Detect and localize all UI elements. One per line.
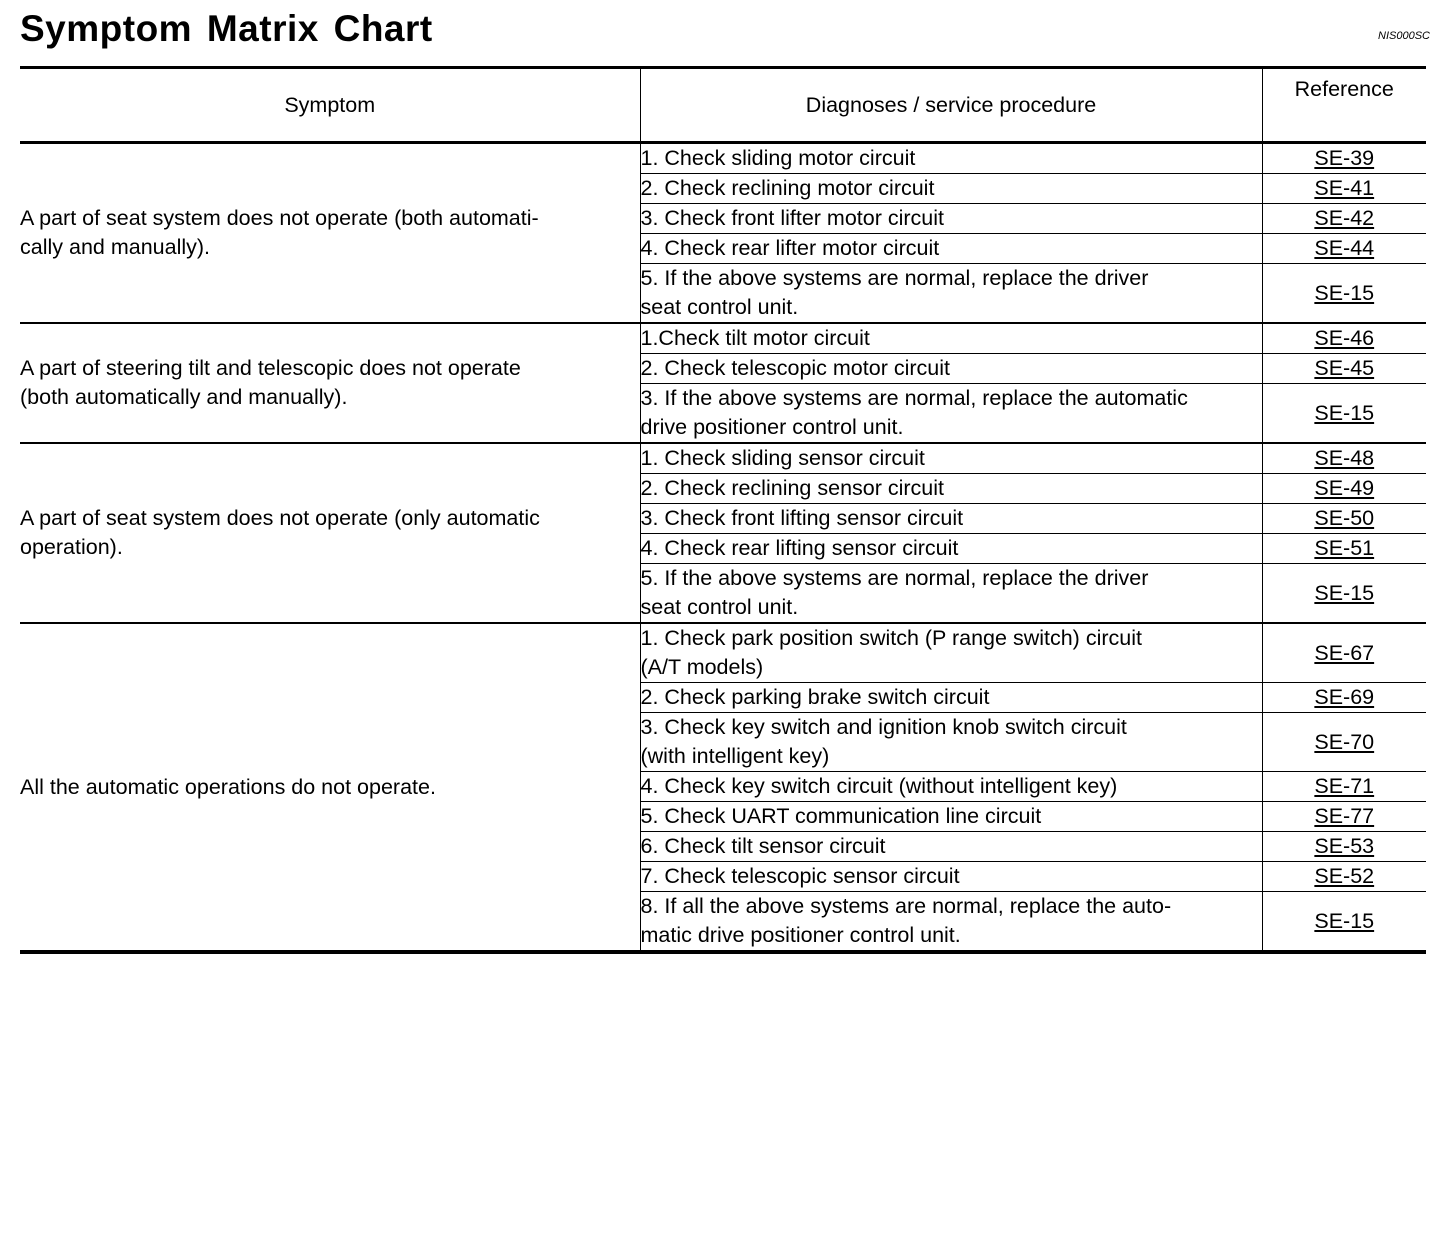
reference-link[interactable]: SE-70 [1314, 729, 1375, 754]
procedure-cell [640, 713, 1262, 772]
symptom-text-line: A part of seat system does not operate (both automati- [20, 206, 539, 230]
procedure-text-line: 2. Check parking brake switch circuit [640, 685, 990, 709]
reference-link[interactable]: SE-44 [1314, 236, 1375, 260]
procedure-text-line: seat control unit. [640, 595, 799, 619]
procedure-text-line: 6. Check tilt sensor circuit [640, 834, 886, 858]
reference-cell [1262, 802, 1426, 832]
symptom-text-line: All the automatic operations do not operate. [20, 774, 436, 799]
procedure-cell [640, 354, 1262, 384]
reference-link[interactable]: SE-49 [1314, 476, 1375, 500]
reference-link[interactable]: SE-52 [1314, 864, 1375, 888]
procedure-cell [640, 384, 1262, 444]
procedure-text-line: 1. Check sliding sensor circuit [640, 446, 925, 470]
procedure-cell [640, 623, 1262, 683]
procedure-cell [640, 234, 1262, 264]
reference-link[interactable]: SE-50 [1314, 506, 1375, 530]
procedure-cell [640, 504, 1262, 534]
table-row [20, 143, 1426, 174]
symptom-matrix-table [20, 66, 1426, 954]
procedure-text-line: 5. Check UART communication line circuit [640, 804, 1042, 828]
reference-cell [1262, 384, 1426, 444]
header-reference: Reference [1262, 68, 1426, 143]
procedure-text-line: 1.Check tilt motor circuit [640, 326, 870, 350]
procedure-cell [640, 264, 1262, 324]
procedure-text-line: 4. Check rear lifter motor circuit [640, 236, 940, 260]
procedure-text-line: 4. Check rear lifting sensor circuit [640, 536, 959, 560]
reference-cell [1262, 892, 1426, 953]
reference-link[interactable]: SE-15 [1314, 280, 1375, 305]
reference-link[interactable]: SE-15 [1314, 908, 1375, 933]
reference-cell [1262, 862, 1426, 892]
procedure-text-line: drive positioner control unit. [640, 415, 904, 439]
procedure-cell [640, 174, 1262, 204]
procedure-text-line: 3. Check front lifter motor circuit [640, 206, 944, 230]
reference-link[interactable]: SE-42 [1314, 206, 1375, 230]
procedure-cell [640, 474, 1262, 504]
table-row [20, 323, 1426, 354]
symptom-cell [20, 143, 640, 324]
reference-cell [1262, 772, 1426, 802]
table-header-row [20, 68, 1426, 143]
reference-link[interactable]: SE-71 [1314, 774, 1375, 798]
reference-cell [1262, 354, 1426, 384]
procedure-cell [640, 143, 1262, 174]
procedure-cell [640, 832, 1262, 862]
procedure-text-line: 1. Check park position switch (P range switch) circuit [640, 626, 1142, 650]
procedure-text-line: 7. Check telescopic sensor circuit [640, 864, 960, 888]
reference-cell [1262, 623, 1426, 683]
reference-link[interactable]: SE-53 [1314, 834, 1375, 858]
procedure-text-line: 3. Check key switch and ignition knob switch circuit [640, 715, 1127, 739]
procedure-cell [640, 534, 1262, 564]
procedure-cell [640, 204, 1262, 234]
symptom-cell [20, 623, 640, 952]
procedure-cell [640, 323, 1262, 354]
procedure-text-line: (A/T models) [640, 655, 764, 679]
symptom-cell [20, 323, 640, 443]
procedure-text-line: 2. Check reclining sensor circuit [640, 476, 945, 500]
procedure-cell [640, 892, 1262, 953]
symptom-text-line: A part of steering tilt and telescopic does not operate [20, 356, 521, 380]
procedure-cell [640, 772, 1262, 802]
symptom-text-line: operation). [20, 535, 123, 559]
reference-link[interactable]: SE-15 [1314, 400, 1375, 425]
reference-link[interactable]: SE-77 [1314, 804, 1375, 828]
symptom-text-line: cally and manually). [20, 235, 211, 259]
reference-cell [1262, 174, 1426, 204]
procedure-text-line: 1. Check sliding motor circuit [640, 146, 916, 170]
reference-link[interactable]: SE-41 [1314, 176, 1375, 200]
reference-link[interactable]: SE-46 [1314, 326, 1375, 350]
table-body [20, 143, 1426, 953]
reference-cell [1262, 323, 1426, 354]
procedure-text-line: matic drive positioner control unit. [640, 923, 961, 947]
reference-cell [1262, 474, 1426, 504]
reference-cell [1262, 204, 1426, 234]
reference-link[interactable]: SE-51 [1314, 536, 1375, 560]
procedure-text-line: 2. Check telescopic motor circuit [640, 356, 950, 380]
procedure-cell [640, 564, 1262, 624]
procedure-text-line: seat control unit. [640, 295, 799, 319]
table-row [20, 623, 1426, 683]
procedure-text-line: 5. If the above systems are normal, replace the driver [640, 566, 1149, 590]
document-code: NIS000SC [1378, 30, 1430, 42]
reference-cell [1262, 713, 1426, 772]
procedure-text-line: 4. Check key switch circuit (without intelligent key) [640, 774, 1118, 798]
reference-cell [1262, 504, 1426, 534]
reference-cell [1262, 234, 1426, 264]
symptom-text-line: A part of seat system does not operate (only automatic [20, 506, 540, 530]
reference-cell [1262, 832, 1426, 862]
procedure-text-line: (with intelligent key) [640, 744, 830, 768]
reference-cell [1262, 143, 1426, 174]
reference-link[interactable]: SE-15 [1314, 580, 1375, 605]
page-title: Symptom Matrix Chart [20, 8, 433, 49]
procedure-text-line: 5. If the above systems are normal, replace the driver [640, 266, 1149, 290]
symptom-cell [20, 443, 640, 623]
reference-link[interactable]: SE-69 [1314, 685, 1375, 709]
procedure-text-line: 2. Check reclining motor circuit [640, 176, 935, 200]
table-row [20, 443, 1426, 474]
reference-cell [1262, 264, 1426, 324]
reference-link[interactable]: SE-48 [1314, 446, 1375, 470]
reference-link[interactable]: SE-67 [1314, 640, 1375, 665]
procedure-text-line: 3. Check front lifting sensor circuit [640, 506, 964, 530]
reference-cell [1262, 534, 1426, 564]
procedure-cell [640, 443, 1262, 474]
reference-cell [1262, 443, 1426, 474]
procedure-cell [640, 862, 1262, 892]
procedure-text-line: 3. If the above systems are normal, replace the automatic [640, 386, 1188, 410]
reference-cell [1262, 683, 1426, 713]
header-procedure: Diagnoses / service procedure [640, 68, 1262, 143]
procedure-cell [640, 802, 1262, 832]
reference-cell [1262, 564, 1426, 624]
symptom-text-line: (both automatically and manually). [20, 385, 348, 409]
header-symptom: Symptom [20, 68, 640, 143]
procedure-text-line: 8. If all the above systems are normal, replace the auto- [640, 894, 1172, 918]
procedure-cell [640, 683, 1262, 713]
reference-link[interactable]: SE-45 [1314, 356, 1375, 380]
reference-link[interactable]: SE-39 [1314, 146, 1375, 170]
